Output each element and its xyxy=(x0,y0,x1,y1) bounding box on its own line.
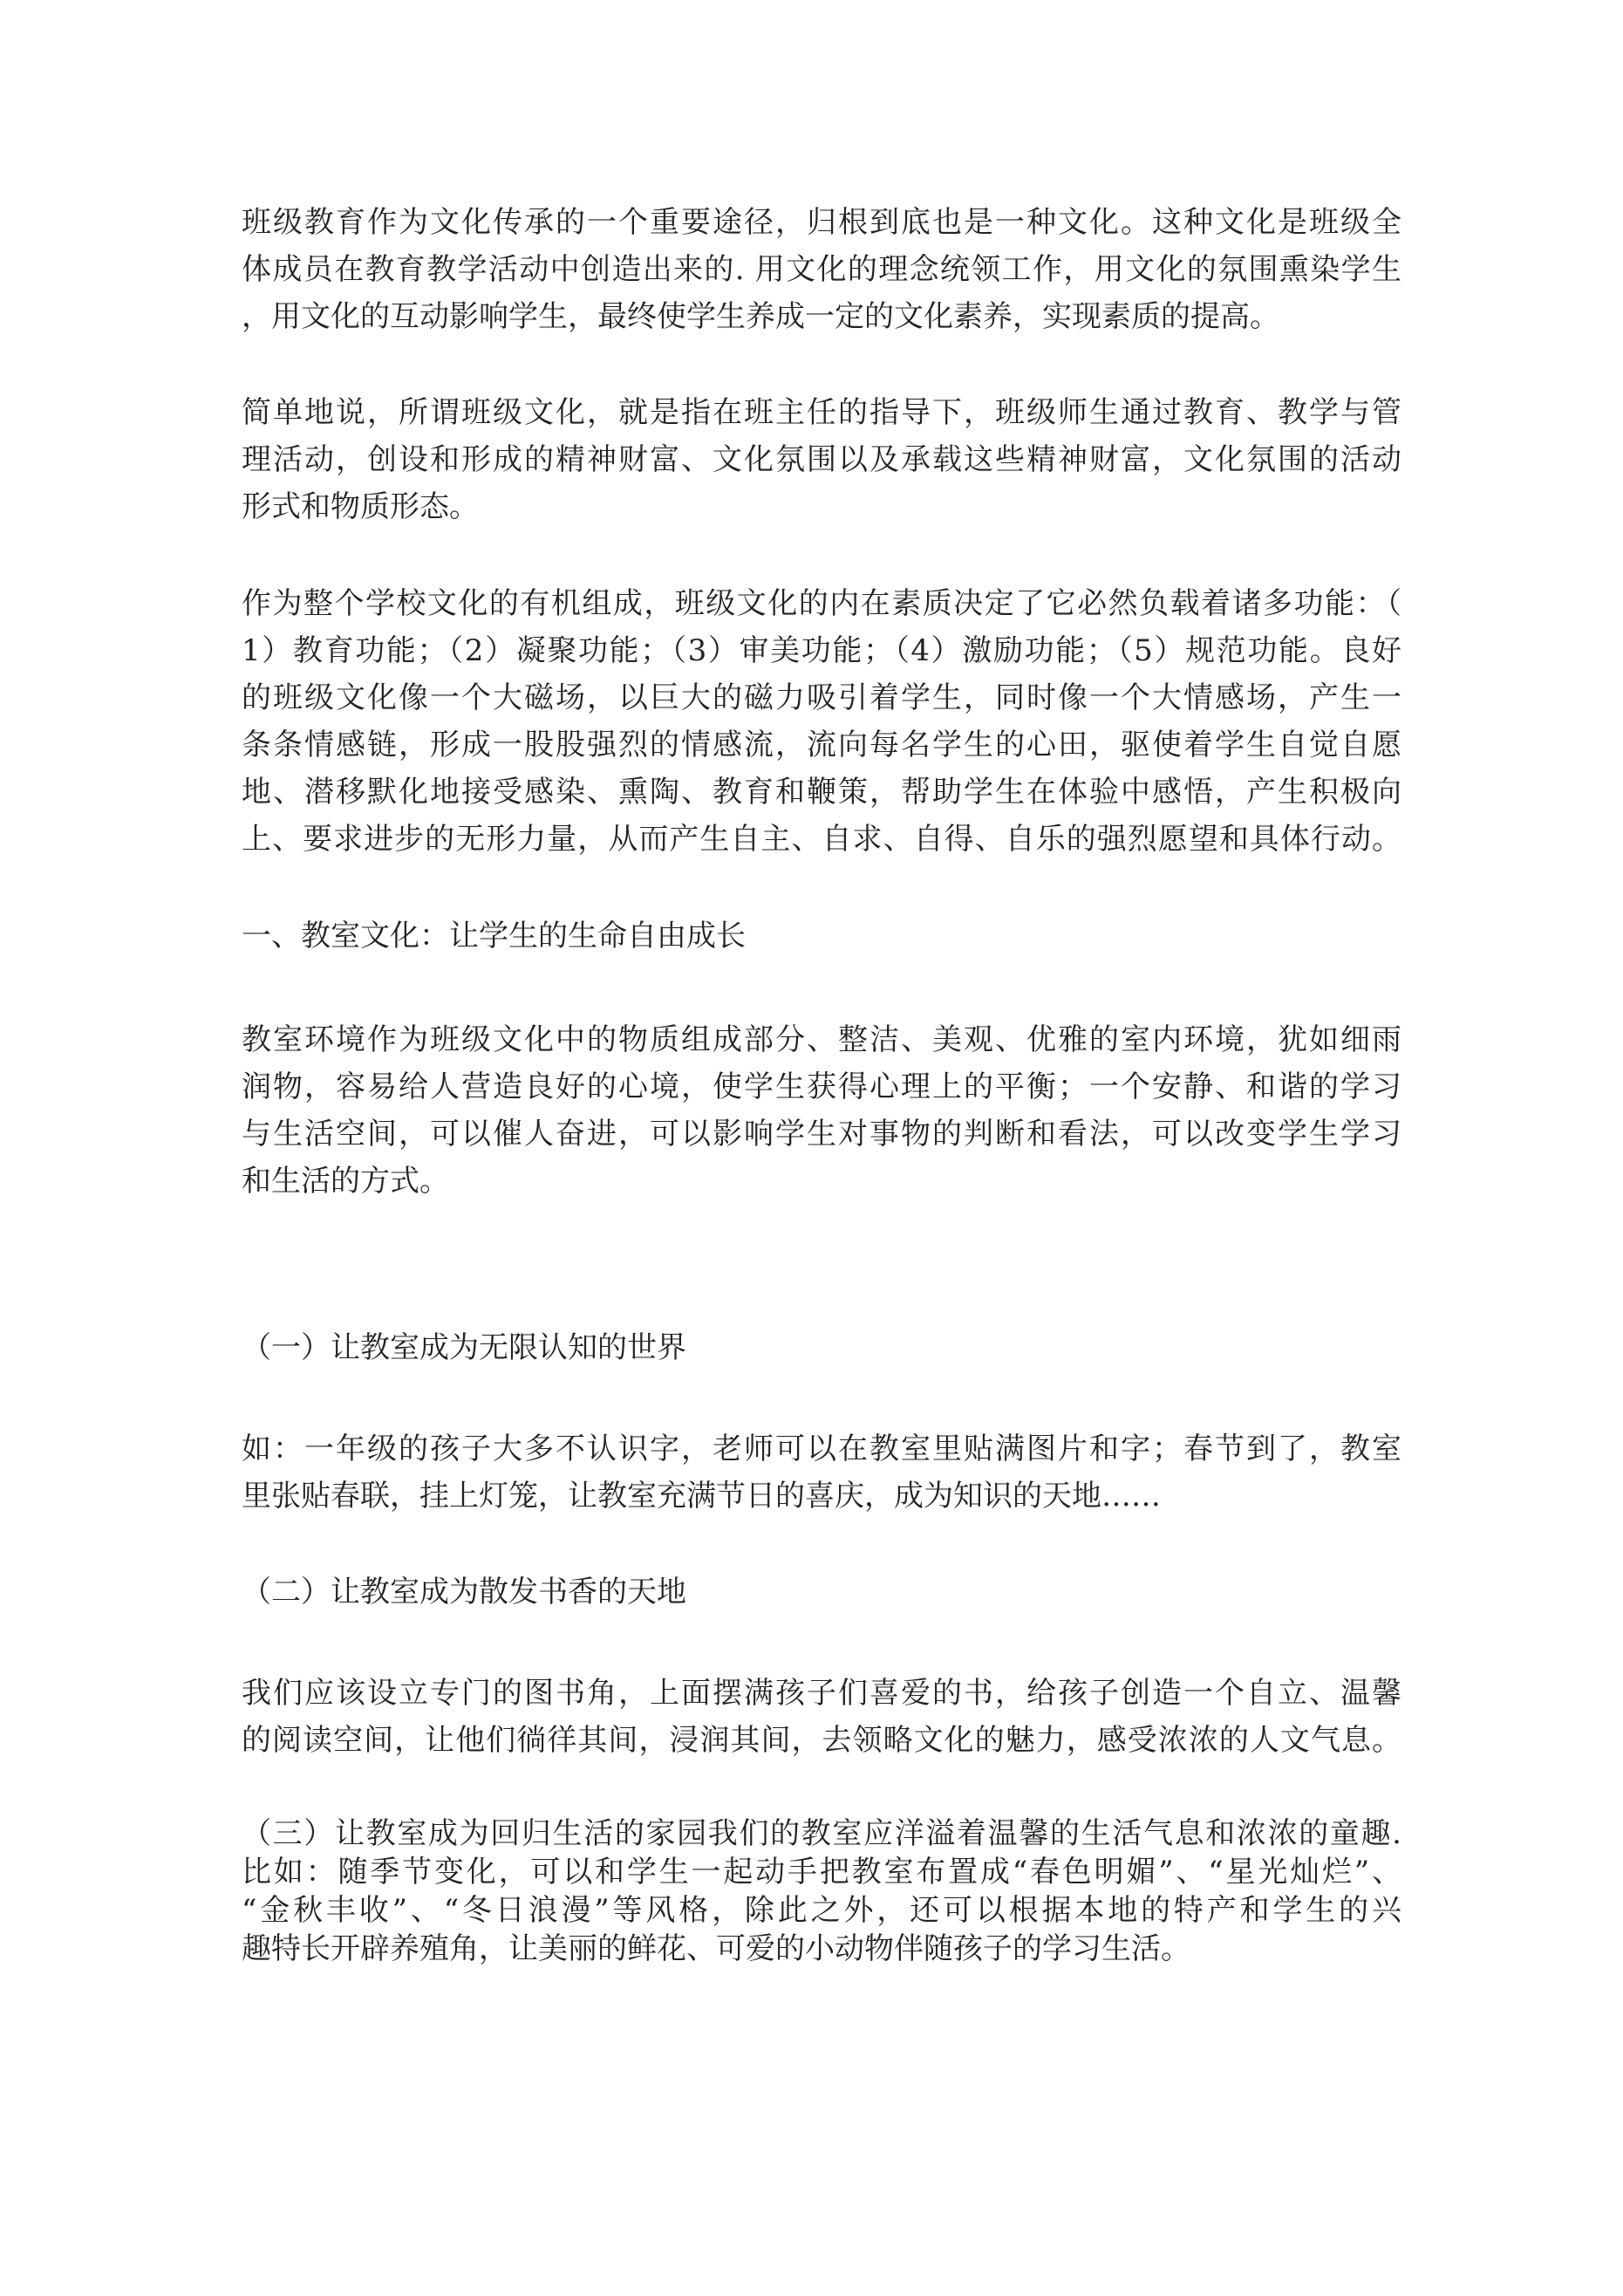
heading-text: （二）让教室成为散发书香的天地 xyxy=(242,1575,686,1609)
text-line: 班级教育作为文化传承的一个重要途径，归根到底也是一种文化。这种文化是班级全 xyxy=(242,205,1401,240)
text-line: 趣特长开辟养殖角，让美丽的鲜花、可爱的小动物伴随孩子的学习生活。 xyxy=(242,1931,1190,1966)
paragraph-book-corner xyxy=(242,1670,1401,1764)
text-line: 的阅读空间，让他们徜徉其间，浸润其间，去领略文化的魅力，感受浓浓的人文气息。 xyxy=(242,1723,1401,1758)
text-line: 教室环境作为班级文化中的物质组成部分、整洁、美观、优雅的室内环境，犹如细雨 xyxy=(242,1022,1401,1057)
section-heading-classroom-culture xyxy=(242,912,1401,960)
heading-text: 一、教室文化：让学生的生命自由成长 xyxy=(242,919,746,953)
text-line: 比如：随季节变化，可以和学生一起动手把教室布置成“春色明媚”、“星光灿烂”、 xyxy=(242,1855,1401,1889)
text-line: 1）教育功能；（2）凝聚功能；（3）审美功能；（4）激励功能；（5）规范功能。良好 xyxy=(242,633,1401,668)
text-line: 简单地说，所谓班级文化，就是指在班主任的指导下，班级师生通过教育、教学与管 xyxy=(242,395,1401,430)
text-line: 与生活空间，可以催人奋进，可以影响学生对事物的判断和看法，可以改变学生学习 xyxy=(242,1117,1401,1151)
text-line: ，用文化的互动影响学生，最终使学生养成一定的文化素养，实现素质的提高。 xyxy=(242,299,1279,334)
text-line: 我们应该设立专门的图书角，上面摆满孩子们喜爱的书，给孩子创造一个自立、温馨 xyxy=(242,1676,1401,1711)
text-line: 的班级文化像一个大磁场，以巨大的磁力吸引着学生，同时像一个大情感场，产生一 xyxy=(242,680,1401,715)
text-line: “金秋丰收”、“冬日浪漫”等风格，除此之外，还可以根据本地的特产和学生的兴 xyxy=(242,1893,1401,1928)
paragraph-class-culture-functions xyxy=(242,580,1401,863)
paragraph-example-first-grade xyxy=(242,1425,1401,1520)
text-line: 和生活的方式。 xyxy=(242,1164,449,1199)
text-line: 体成员在教育教学活动中创造出来的. 用文化的理念统领工作，用文化的氛围熏染学生 xyxy=(242,252,1401,287)
text-line: 作为整个学校文化的有机组成，班级文化的内在素质决定了它必然负载着诸多功能：（ xyxy=(242,586,1401,621)
text-line: 如：一年级的孩子大多不认识字，老师可以在教室里贴满图片和字；春节到了，教室 xyxy=(242,1432,1401,1466)
heading-text: （一）让教室成为无限认知的世界 xyxy=(242,1330,686,1365)
text-line: 条条情感链，形成一股股强烈的情感流，流向每名学生的心田，驱使着学生自觉自愿 xyxy=(242,728,1401,762)
paragraph-class-culture-definition xyxy=(242,389,1401,530)
text-line: 形式和物质形态。 xyxy=(242,489,479,524)
text-line: 上、要求进步的无形力量，从而产生自主、自求、自得、自乐的强烈愿望和具体行动。 xyxy=(242,822,1401,857)
text-line: 地、潜移默化地接受感染、熏陶、教育和鞭策，帮助学生在体验中感悟，产生积极向 xyxy=(242,775,1401,810)
paragraph-class-education-culture xyxy=(242,199,1401,340)
subheading-book-fragrance xyxy=(242,1568,1401,1616)
text-line: 理活动，创设和形成的精神财富、文化氛围以及承载这些精神财富，文化氛围的活动 xyxy=(242,442,1401,477)
paragraph-classroom-home xyxy=(242,1814,1401,1968)
text-line: 润物，容易给人营造良好的心境，使学生获得心理上的平衡；一个安静、和谐的学习 xyxy=(242,1069,1401,1104)
text-line: 里张贴春联，挂上灯笼，让教室充满节日的喜庆，成为知识的天地…… xyxy=(242,1479,1161,1514)
paragraph-classroom-environment xyxy=(242,1016,1401,1205)
text-line: （三）让教室成为回归生活的家园我们的教室应洋溢着温馨的生活气息和浓浓的童趣. xyxy=(242,1816,1401,1851)
subheading-cognition-world xyxy=(242,1324,1401,1371)
